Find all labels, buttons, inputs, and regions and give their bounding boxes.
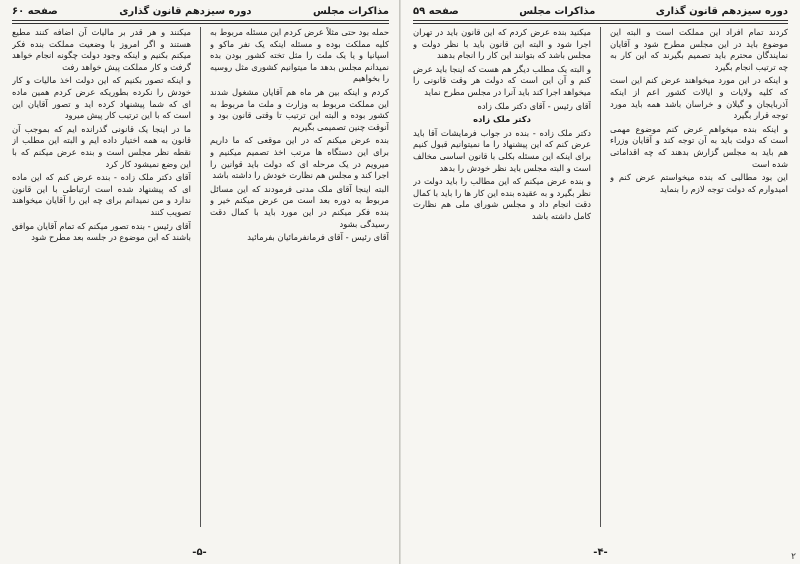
left-page-header bbox=[12, 4, 389, 18]
speaker-heading: دکتر ملک زاده bbox=[473, 114, 531, 125]
paragraph: بنده عرض میکنم که در این موقعی که ما داریم برای این دستگاه ها مرتب اخذ تصمیم میکنیم و میرویم در یک مرحله ای که دولت باید قوانین را اجرا کند و مجلس هم نظارت خودش را داشته باشد bbox=[210, 135, 389, 181]
paragraph: دکتر ملک زاده - بنده در جواب فرمایشات آقا باید عرض کنم که این پیشنهاد را ما نمیتوانیم قبول کنیم برای اینکه این مسئله بکلی با قانون اساسی مخالف است و البته مجلس باید نظر خودش را بدهد bbox=[413, 127, 591, 173]
paragraph: و اینکه تصور بکنیم که این دولت اخذ مالیات و کار خودش را نکرده بطوریکه عرض کردم همین ماده ای که شما پیشنهاد کرده اید و تصور آقایان این است که با این ترتیب کار پیش میرود bbox=[12, 75, 191, 121]
paragraph: میکنید بنده عرض کردم که این قانون باید در تهران اجرا شود و البته این قانون باید با نظر دولت و مجلس باشد که بتوانند این کار را انجام بدهند bbox=[413, 27, 591, 61]
paragraph: کردند تمام افراد این مملکت است و البته این موضوع باید در این مجلس مطرح شود و آقایان نمایندگان محترم باید تصمیم بگیرند که این کار به چه ترتیب انجام بگیرد bbox=[610, 27, 788, 72]
right-page-column-left bbox=[413, 27, 591, 527]
paragraph: آقای رئیس - آقای فرمانفرمائیان بفرمائید bbox=[247, 232, 389, 243]
paragraph: ما در اینجا یک قانونی گذرانده ایم که بموجب آن قانون به همه اختیار داده ایم و البته این مطلب از نقطه نظر مجلس است و بنده عرض میکنم که با این وضع نمیشود کار کرد bbox=[12, 123, 191, 169]
left-header-right: مذاکرات مجلس bbox=[312, 5, 389, 17]
left-page-column-right bbox=[210, 27, 389, 527]
right-header-left: صفحه ۵۹ bbox=[413, 5, 459, 17]
paragraph: آقای رئیس - بنده تصور میکنم که تمام آقایان موافق باشند که این موضوع در جلسه بعد مطرح شود bbox=[12, 220, 191, 243]
column-divider bbox=[600, 27, 601, 527]
left-header-left: صفحه ۶۰ bbox=[12, 5, 58, 17]
left-header-center: دوره سیزدهم قانون گذاری bbox=[119, 5, 252, 17]
paragraph: و اینکه در این مورد میخواهند عرض کنم این است که کلیه ولایات و ایالات کشور اعم از اینکه آذربایجان و گیلان و خراسان باشد همه باید مورد توجه قرار بگیرد bbox=[610, 75, 788, 121]
paragraph: آقای دکتر ملک زاده - بنده عرض کنم که این ماده ای که پیشنهاد شده است ارتباطی با این قانون ندارد و من نمیدانم برای چه این را آقایان میخواهند تصویب کنند bbox=[12, 172, 191, 217]
right-header-rule bbox=[413, 20, 788, 24]
column-divider bbox=[200, 27, 201, 527]
corner-mark: ۲ bbox=[791, 552, 796, 562]
left-page-number: -۵- bbox=[192, 547, 207, 558]
paragraph: کردم و اینکه بین هر ماه هم آقایان مشغول شدند این مملکت مربوط به وزارت و ملت ما مربوط به کشور بوده و البته این ترتیب تا وقتی قانون بود و آنوقت چنین تصمیمی بگیریم bbox=[210, 86, 389, 132]
paragraph: این بود مطالبی که بنده میخواستم عرض کنم و امیدوارم که دولت توجه لازم را بنماید bbox=[610, 172, 788, 194]
right-page-columns bbox=[413, 27, 788, 527]
right-header-center: مذاکرات مجلس bbox=[519, 5, 596, 17]
left-header-rule bbox=[12, 20, 389, 24]
right-page-number: -۴- bbox=[593, 547, 608, 558]
paragraph: و بنده عرض میکنم که این مطالب را باید دولت در نظر بگیرد و به عقیده بنده این کار ها را باید با کمال دقت انجام داد و مجلس شورای ملی هم نظارت کامل داشته باشد bbox=[413, 176, 591, 221]
right-page-header bbox=[413, 4, 788, 18]
right-page-column-right bbox=[610, 27, 788, 527]
paragraph: میکنند و هر قدر بر مالیات آن اضافه کنند مطیع هستند و اگر امروز با وضعیت مملکت بنده فکر میکنم بکنیم و اینکه وجود دولت چگونه انجام خواهد گرفت و کار مملکت پیش خواهد رفت bbox=[12, 27, 191, 72]
paragraph: آقای رئیس - آقای دکتر ملک زاده bbox=[477, 100, 591, 111]
right-page bbox=[401, 0, 800, 564]
paragraph: و اینکه بنده میخواهم عرض کنم موضوع مهمی است که دولت باید به آن توجه کند و آقایان وزراء هم باید به مجلس گزارش بدهند که چه اقداماتی شده است bbox=[610, 123, 788, 169]
paragraph: البته اینجا آقای ملک مدنی فرمودند که این مسائل مربوط به دوره بعد است من عرض میکنم خیر و بنده فکر میکنم در این مورد باید با کمال دقت رسیدگی بشود bbox=[210, 183, 389, 229]
left-page-columns bbox=[12, 27, 389, 527]
left-page-column-left bbox=[12, 27, 191, 527]
left-page bbox=[0, 0, 399, 564]
paragraph: و البته یک مطلب دیگر هم هست که اینجا باید عرض کنم و آن این است که دولت هر وقت قانونی را میخواهد اجرا کند باید آنرا در مجلس مطرح نماید bbox=[413, 63, 591, 97]
right-header-right: دوره سیزدهم قانون گذاری bbox=[655, 5, 788, 17]
paragraph: حمله بود حتی مثلاً عرض کردم این مسئله مربوط به کلیه مملکت بوده و مسئله اینکه یک نفر ماکو و اسپانیا و یا یک ملت را مثل تخته کشور بودن بده نمیدانم مجلس بدهد ما میتوانیم کشوری مثل روسیه را بخواهیم bbox=[210, 27, 389, 84]
